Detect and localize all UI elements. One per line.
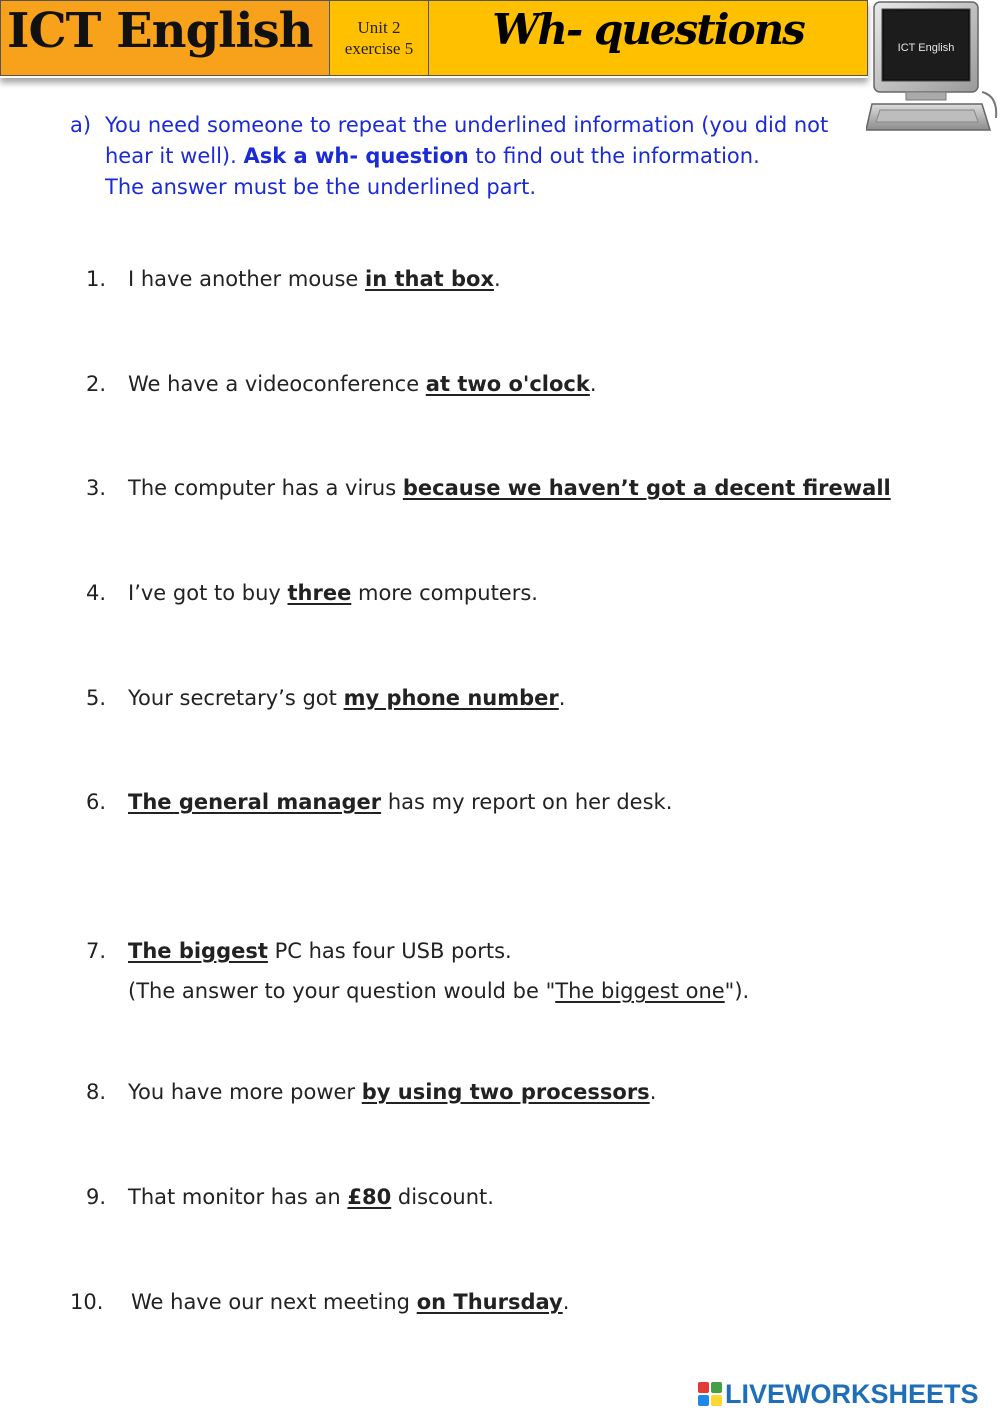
worksheet-title: ICT English bbox=[7, 3, 313, 59]
item-text-before: I have another mouse bbox=[128, 267, 366, 291]
item-underlined-answer: three bbox=[287, 581, 352, 605]
header-title-cell bbox=[0, 0, 330, 76]
item-sentence bbox=[128, 787, 672, 817]
item-sentence bbox=[128, 936, 512, 966]
item-text-before: Your secretary’s got bbox=[128, 686, 344, 710]
item-text-after: . bbox=[558, 686, 566, 710]
item-sentence bbox=[128, 264, 501, 294]
item-text-after: more computers. bbox=[351, 581, 538, 605]
item-underlined-answer: on Thursday bbox=[416, 1290, 563, 1314]
header-unit-cell bbox=[329, 0, 429, 76]
item-sentence bbox=[128, 1182, 494, 1212]
item-text-after: . bbox=[589, 372, 597, 396]
item-text-after: PC has four USB ports. bbox=[267, 939, 512, 963]
item-sentence bbox=[128, 369, 597, 399]
brand-text: LIVEWORKSHEETS bbox=[725, 1378, 979, 1409]
item-number: 7. bbox=[86, 939, 107, 963]
item-number: 1. bbox=[86, 267, 107, 291]
item-text-before: I’ve got to buy bbox=[128, 581, 288, 605]
liveworksheets-logo[interactable] bbox=[698, 1378, 979, 1410]
item-text-after: . bbox=[494, 267, 501, 291]
item-sentence bbox=[128, 473, 891, 503]
item-number: 8. bbox=[86, 1080, 107, 1104]
item-underlined-answer: The biggest bbox=[128, 939, 268, 963]
item-text-after: . bbox=[649, 1080, 657, 1104]
item-underlined-answer: £80 bbox=[347, 1185, 392, 1209]
item-number: 4. bbox=[86, 581, 107, 605]
instruction-part2: to find out the information. bbox=[468, 144, 760, 168]
instruction-letter: a) bbox=[70, 113, 92, 137]
note-underlined: The biggest one bbox=[555, 979, 725, 1003]
item-text-before: We have our next meeting bbox=[131, 1290, 417, 1314]
item-text-before: We have a videoconference bbox=[128, 372, 426, 396]
item-underlined-answer: at two o'clock bbox=[425, 372, 590, 396]
item-number: 9. bbox=[86, 1185, 107, 1209]
unit-label bbox=[330, 17, 428, 59]
item-number: 6. bbox=[86, 790, 107, 814]
instruction-line3: The answer must be the underlined part. bbox=[105, 175, 537, 199]
item-text-before: The computer has a virus bbox=[128, 476, 403, 500]
item-text-before: That monitor has an bbox=[128, 1185, 348, 1209]
item-underlined-answer: The general manager bbox=[128, 790, 382, 814]
instruction-part1: You need someone to repeat the underlined information (you did not hear it well). bbox=[105, 113, 829, 168]
logo-screen-text: ICT English bbox=[897, 42, 955, 54]
item-underlined-answer: by using two processors bbox=[361, 1080, 650, 1104]
note-text-before: (The answer to your question would be " bbox=[128, 979, 556, 1003]
computer-logo-icon bbox=[866, 0, 1000, 136]
item-7-note bbox=[128, 976, 749, 1006]
item-sentence bbox=[128, 578, 538, 608]
item-sentence bbox=[131, 1287, 569, 1317]
item-text-after: discount. bbox=[391, 1185, 494, 1209]
exercise-number: exercise 5 bbox=[344, 39, 414, 58]
item-number: 2. bbox=[86, 372, 107, 396]
topic-title: Wh- questions bbox=[492, 5, 804, 54]
note-text-after: "). bbox=[724, 979, 750, 1003]
item-sentence bbox=[128, 683, 565, 713]
instruction-text bbox=[105, 110, 865, 203]
item-number: 3. bbox=[86, 476, 107, 500]
item-number: 10. bbox=[70, 1290, 104, 1314]
item-underlined-answer: in that box bbox=[365, 267, 495, 291]
item-text-after: . bbox=[562, 1290, 570, 1314]
item-underlined-answer: because we haven’t got a decent firewall bbox=[402, 476, 891, 500]
worksheet-header bbox=[0, 0, 868, 78]
instruction-bold: Ask a wh- question bbox=[243, 144, 469, 168]
item-underlined-answer: my phone number bbox=[343, 686, 559, 710]
item-text-before: You have more power bbox=[128, 1080, 362, 1104]
item-number: 5. bbox=[86, 686, 107, 710]
header-topic-cell bbox=[428, 0, 868, 76]
item-sentence bbox=[128, 1077, 656, 1107]
liveworksheets-mark-icon bbox=[698, 1382, 722, 1406]
unit-number: Unit 2 bbox=[357, 18, 401, 37]
item-text-after: has my report on her desk. bbox=[381, 790, 673, 814]
